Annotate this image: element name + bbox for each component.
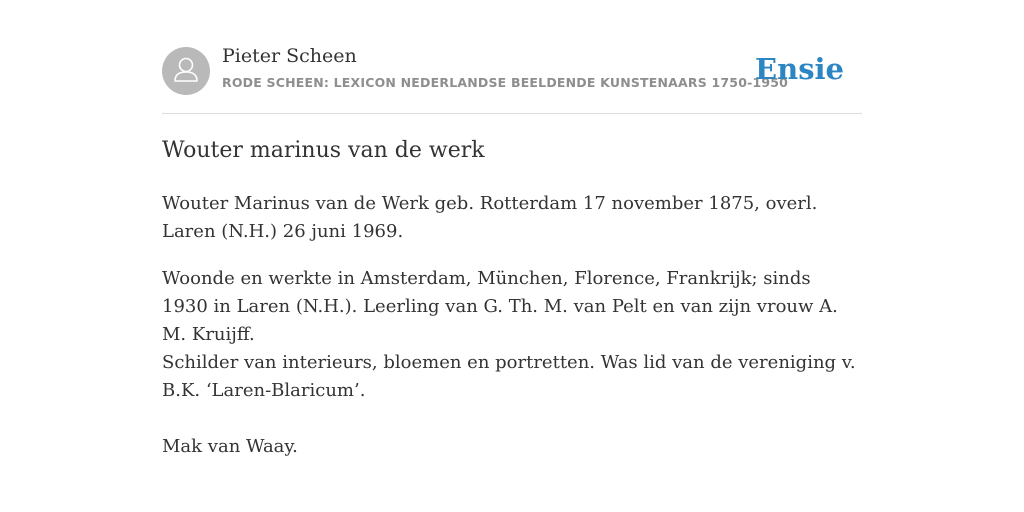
- entry-paragraph: Schilder van interieurs, bloemen en portretten. Was lid van de vereniging v. B.K. ‘Laren-Blaricum’.: [162, 352, 856, 401]
- author-name-link[interactable]: Pieter Scheen: [222, 45, 357, 67]
- entry-paragraph: Wouter Marinus van de Werk geb. Rotterdam 17 november 1875, overl. Laren (N.H.) 26 juni 1969.: [162, 193, 818, 242]
- user-silhouette-icon: [162, 47, 210, 95]
- ensie-logo[interactable]: Ensie: [755, 52, 844, 86]
- entry-title: Wouter marinus van de werk: [162, 138, 485, 163]
- author-avatar[interactable]: [162, 47, 210, 95]
- entry-paragraph: Woonde en werkte in Amsterdam, München, Florence, Frankrijk; sinds 1930 in Laren (N.H.). Leerling van G. Th. M. van Pelt en van zijn vrouw A. M. Kruijff.: [162, 268, 838, 345]
- entry-header: [162, 0, 862, 114]
- source-title[interactable]: RODE SCHEEN: LEXICON NEDERLANDSE BEELDENDE KUNSTENAARS 1750-1950: [222, 75, 789, 90]
- entry-card: [162, 0, 862, 457]
- entry-paragraph: Mak van Waay.: [162, 436, 298, 457]
